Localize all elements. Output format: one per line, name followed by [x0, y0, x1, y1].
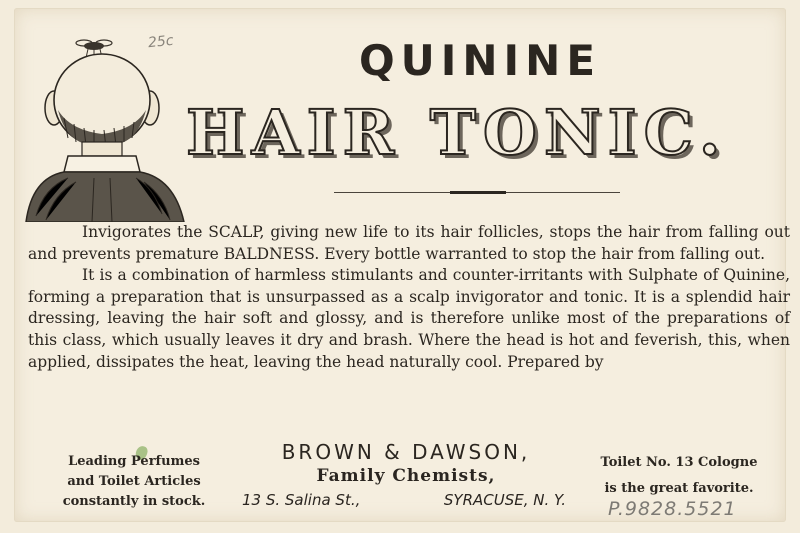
balding-man-illustration	[24, 38, 186, 222]
title-hair-tonic: HAIR TONIC.	[186, 96, 728, 169]
footer-left-line: constantly in stock.	[62, 494, 206, 509]
company-name: BROWN & DAWSON,	[281, 440, 531, 464]
advertisement-body	[28, 222, 790, 373]
address-city: SYRACUSE, N. Y.	[443, 491, 566, 509]
footer-cologne-note	[572, 450, 786, 502]
footer-left-line: and Toilet Articles	[67, 474, 201, 489]
footer-right-line: Toilet No. 13 Cologne	[600, 455, 758, 470]
body-paragraph-1: Invigorates the SCALP, giving new life to its hair follicles, stops the hair from falling out and prevents premature BALDNESS. Every bottle warranted to stop the hair from falling out.	[28, 223, 790, 263]
footer-right-line: is the great favorite.	[604, 481, 754, 496]
company-subtitle: Family Chemists,	[316, 466, 496, 486]
address-street: 13 S. Salina St.,	[242, 491, 361, 509]
body-paragraph-2: It is a combination of harmless stimulants and counter-irritants with Sulphate of Quinine, forming a preparation that is unsurpassed as a scalp invigorator and tonic. It is a splendid hair dressing, leaving the hair soft and glossy, and is therefore unlike most of the preparations of this class, which usually leaves it dry and brash. Where the head is hot and feverish, this, when applied, dissipates the heat, leaving the head naturally cool. Prepared by	[28, 266, 790, 371]
company-block	[238, 440, 574, 512]
pencil-catalog-number: P.9828.5521	[608, 498, 737, 520]
footer-left-line: Leading Perfumes	[68, 454, 200, 469]
title-quinine: QUININE	[358, 36, 602, 85]
footer-perfumes-note	[30, 452, 238, 512]
company-address	[238, 488, 574, 512]
pencil-price-note: 25c	[147, 32, 175, 52]
divider-rule-center	[450, 191, 506, 194]
